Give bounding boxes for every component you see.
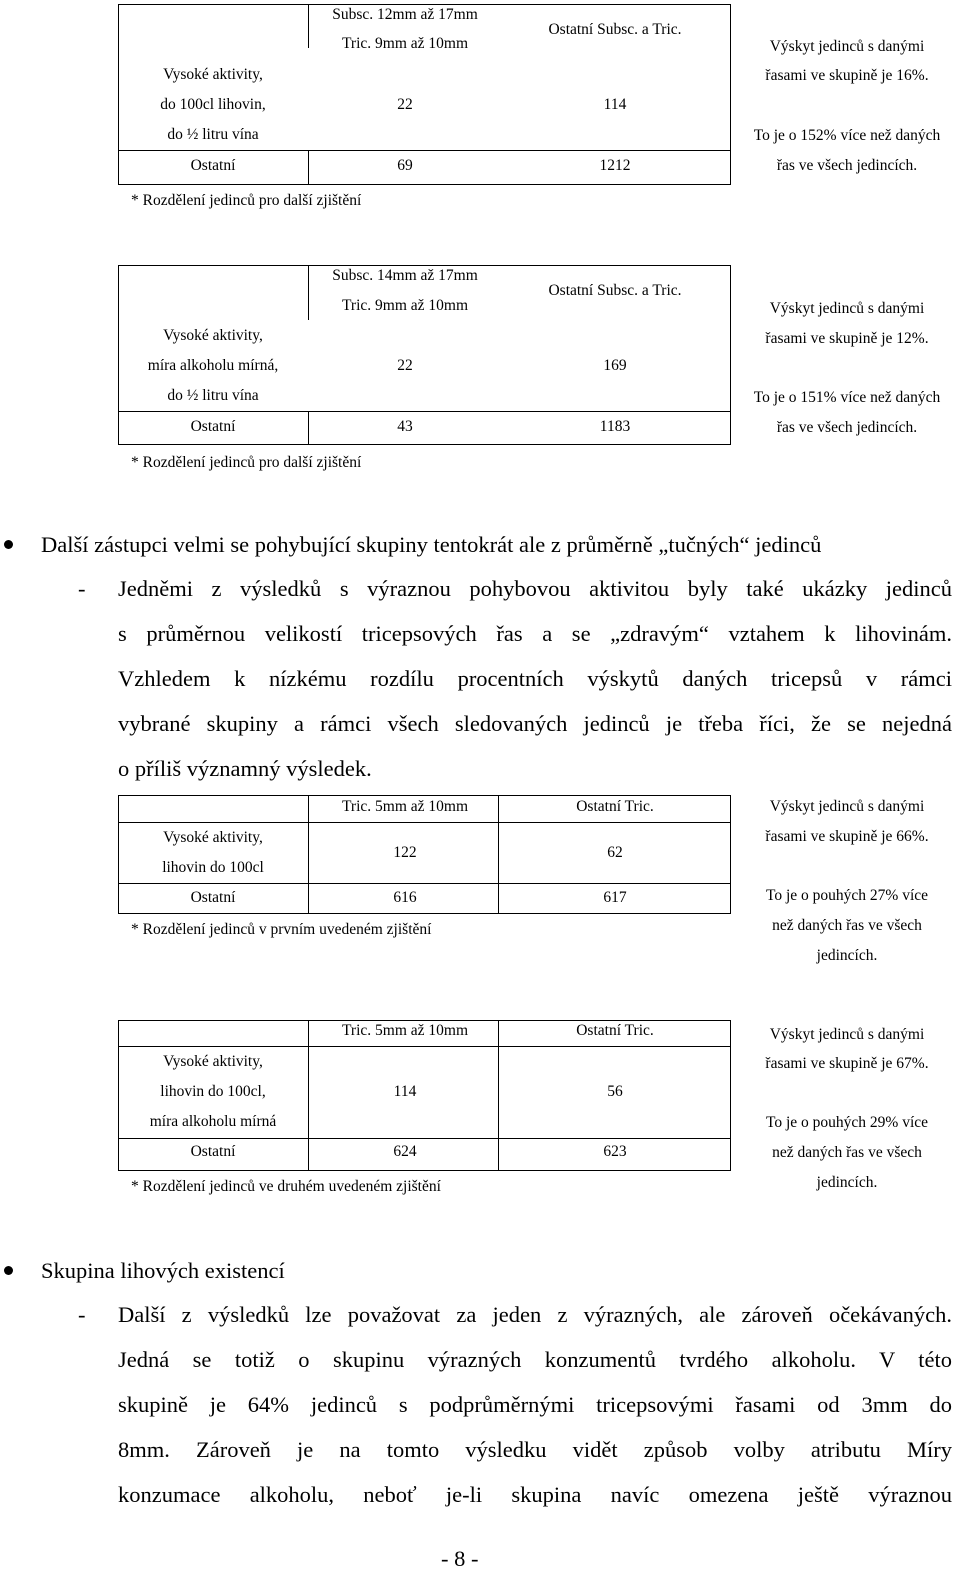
t2-row1-label-1: Vysoké aktivity, [163,327,263,344]
t1-col2-head: Ostatní Subsc. a Tric. [548,21,682,38]
t4-col1-head: Tric. 5mm až 10mm [341,1022,469,1039]
t1-row1-v1: 22 [397,96,413,113]
t3-side-4: než daných řas ve všech [772,917,922,934]
t4-side-4: než daných řas ve všech [772,1144,922,1161]
bullet-icon [4,540,13,549]
page-number: - 8 - [441,1546,479,1571]
paragraph-line: Jedněmi z výsledků s výraznou pohybovou aktivitou byly také ukázky jedinců [118,576,952,601]
t3-col1-head: Tric. 5mm až 10mm [341,798,469,815]
t3-row2-label: Ostatní [190,889,236,906]
t2-col2-head: Ostatní Subsc. a Tric. [548,282,682,299]
t3-row2-v2: 617 [603,889,627,906]
t1-row2-v2: 1212 [599,157,631,174]
t3-row1-v1: 122 [393,844,417,861]
t2-side-4: řas ve všech jedincích. [776,419,918,436]
t2-side-3: To je o 151% více než daných [753,389,941,406]
t1-col1-head-b: Tric. 9mm až 10mm [341,35,469,52]
t1-row1-v2: 114 [603,96,627,113]
t2-row2-label: Ostatní [190,418,236,435]
t2-row1-label-2: míra alkoholu mírná, [147,357,279,374]
t2-row1-v1: 22 [397,357,413,374]
paragraph-line: skupině je 64% jedinců s podprůměrnými tricepsovými řasami od 3mm do [118,1392,952,1417]
t1-row1-label-2: do 100cl lihovin, [160,96,266,113]
t2-side-2: řasami ve skupině je 12%. [765,330,929,347]
t3-side-5: jedincích. [816,947,878,964]
t3-row1-v2: 62 [607,844,623,861]
t1-side-1: Výskyt jedinců s danými [769,38,925,55]
t1-side-2: řasami ve skupině je 16%. [765,67,929,84]
t4-row1-label-2: lihovin do 100cl, [160,1083,266,1100]
t1-row1-label-1: Vysoké aktivity, [163,66,263,83]
t4-side-1: Výskyt jedinců s danými [769,1026,925,1043]
t3-row2-v1: 616 [393,889,417,906]
t3-side-1: Výskyt jedinců s danými [769,798,925,815]
t3-side-3: To je o pouhých 27% více [765,887,929,904]
paragraph-line: Vzhledem k nízkému rozdílu procentních výskytů daných tricepsů v rámci [118,666,952,691]
t2-row1-label-3: do ½ litru vína [167,387,259,404]
t2-row2-v2: 1183 [599,418,631,435]
t4-row1-label-1: Vysoké aktivity, [163,1053,263,1070]
paragraph-line: Další z výsledků lze považovat za jeden z výrazných, ale zároveň očekávaných. [118,1302,952,1327]
t4-row1-v1: 114 [393,1083,417,1100]
t1-col1-head-a: Subsc. 12mm až 17mm [332,6,478,23]
section-1-paragraph [118,566,952,791]
paragraph-line: vybrané skupiny a rámci všech sledovaných jedinců je třeba říci, že se nejedná [118,711,952,736]
t1-row2-label: Ostatní [190,157,236,174]
section-2-paragraph [118,1292,952,1517]
t1-side-3: To je o 152% více než daných [753,127,941,144]
t2-col1-head-b: Tric. 9mm až 10mm [341,297,469,314]
t4-row2-label: Ostatní [190,1143,236,1160]
t4-row2-v1: 624 [393,1143,417,1160]
t1-row2-v1: 69 [397,157,413,174]
t4-row1-v2: 56 [607,1083,623,1100]
paragraph-line: s průměrnou velikostí tricepsových řas a se „zdravým“ vztahem k lihovinám. [118,621,952,646]
t2-row2-v1: 43 [397,418,413,435]
t1-side-4: řas ve všech jedincích. [776,157,918,174]
bullet-icon [4,1266,13,1275]
t3-note: * Rozdělení jedinců v prvním uvedeném zjištění [131,921,432,938]
t4-note: * Rozdělení jedinců ve druhém uvedeném zjištění [131,1178,441,1195]
t1-row1-label-3: do ½ litru vína [167,126,259,143]
t4-side-5: jedincích. [816,1174,878,1191]
paragraph-line: Jedná se totiž o skupinu výrazných konzumentů tvrdého alkoholu. V této [118,1347,952,1372]
t4-row2-v2: 623 [603,1143,627,1160]
t2-side-1: Výskyt jedinců s danými [769,300,925,317]
section-2-heading: Skupina lihových existencí [41,1258,285,1283]
t3-row1-label-2: lihovin do 100cl [162,859,264,876]
paragraph-line: 8mm. Zároveň je na tomto výsledku vidět způsob volby atributu Míry [118,1437,952,1462]
t2-row1-v2: 169 [603,357,627,374]
t4-side-3: To je o pouhých 29% více [765,1114,929,1131]
t3-row1-label-1: Vysoké aktivity, [163,829,263,846]
t3-col2-head: Ostatní Tric. [576,798,654,815]
t4-col2-head: Ostatní Tric. [576,1022,654,1039]
t4-side-2: řasami ve skupině je 67%. [765,1055,929,1072]
t3-side-2: řasami ve skupině je 66%. [765,828,929,845]
paragraph-line: o příliš významný výsledek. [118,756,372,781]
t2-col1-head-a: Subsc. 14mm až 17mm [332,267,478,284]
section-1-dash: - [78,576,86,601]
section-2-dash: - [78,1302,86,1327]
section-1-heading: Další zástupci velmi se pohybující skupiny tentokrát ale z průměrně „tučných“ jedinců [41,532,822,557]
t1-note: * Rozdělení jedinců pro další zjištění [131,192,362,209]
paragraph-line: konzumace alkoholu, neboť je-li skupina navíc omezena ještě výraznou [118,1482,952,1507]
t2-note: * Rozdělení jedinců pro další zjištění [131,454,362,471]
t4-row1-label-3: míra alkoholu mírná [149,1113,277,1130]
